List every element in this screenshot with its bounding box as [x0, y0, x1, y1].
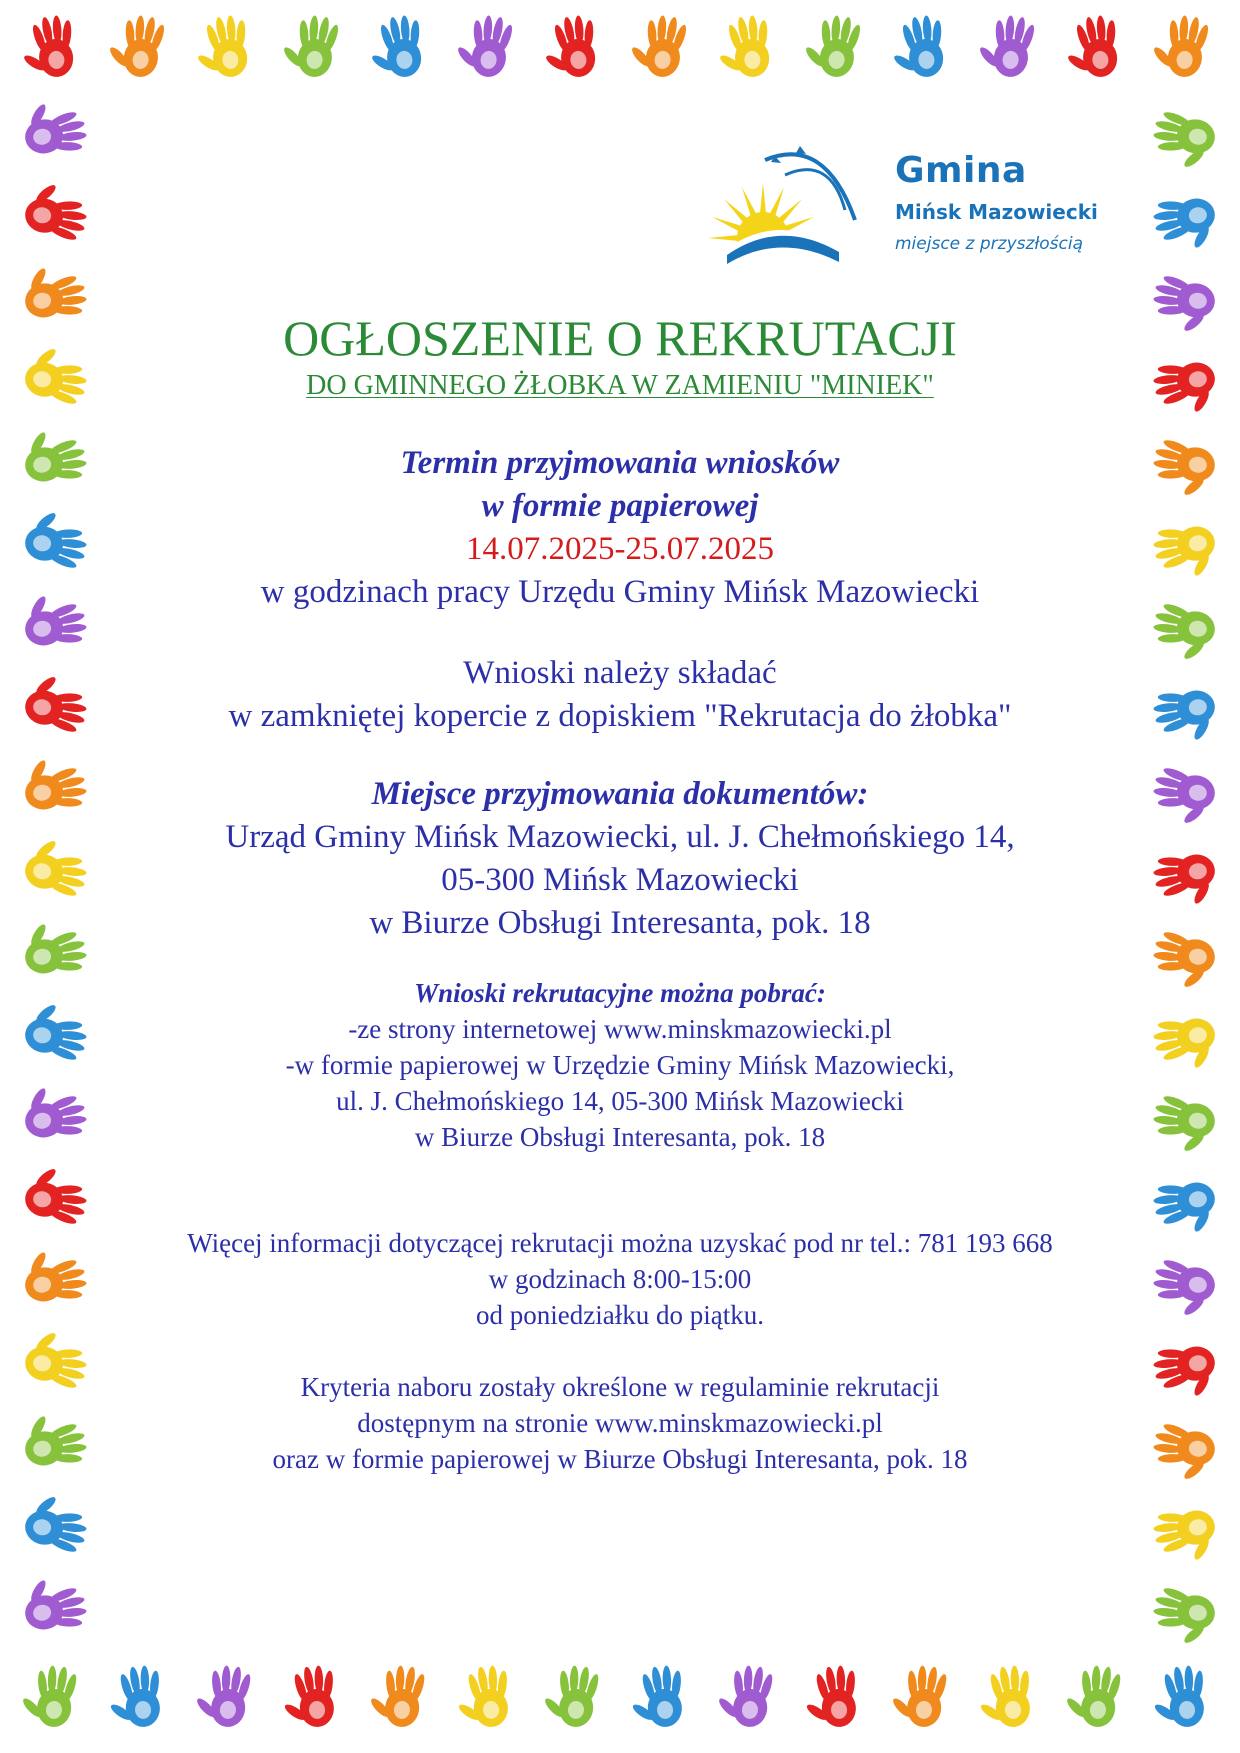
page-subtitle: DO GMINNEGO ŻŁOBKA W ZAMIENIU "MINIEK" [306, 369, 934, 401]
deadline-section [100, 442, 1140, 614]
handprint-icon [1151, 684, 1221, 749]
handprint-icon [538, 13, 601, 81]
download-line-1: -ze strony internetowej www.minskmazowiecki.pl [348, 1013, 892, 1044]
handprint-icon [1151, 1340, 1221, 1405]
handprint-icon [1151, 520, 1221, 585]
handprint-icon [19, 587, 89, 652]
handprint-icon [22, 507, 92, 572]
handprint-icon [19, 915, 89, 980]
handprint-icon [801, 1664, 862, 1731]
handprint-icon [22, 671, 92, 736]
criteria-line-3: oraz w formie papierowej w Biurze Obsługi Interesanta, pok. 18 [272, 1443, 968, 1474]
submission-section [100, 652, 1140, 738]
place-line-3: w Biurze Obsługi Interesanta, pok. 18 [369, 904, 871, 941]
handprint-icon [278, 11, 341, 79]
handprint-icon [1151, 1012, 1221, 1077]
page-title: OGŁOSZENIE O REKRUTACJI [283, 310, 957, 366]
handprint-icon [104, 11, 167, 79]
handprint-icon [22, 1491, 92, 1556]
criteria-section [100, 1369, 1140, 1477]
handprint-icon [540, 1662, 601, 1729]
download-line-4: w Biurze Obsługi Interesanta, pok. 18 [414, 1121, 826, 1152]
place-line-2: 05-300 Mińsk Mazowiecki [441, 861, 799, 898]
contact-line-2: w godzinach 8:00-15:00 [488, 1263, 752, 1294]
handprint-icon [1148, 272, 1218, 337]
logo-place: Mińsk Mazowiecki [895, 200, 1098, 224]
handprint-icon [19, 1571, 89, 1636]
criteria-line-2: dostępnym na stronie www.minskmazowiecki.pl [357, 1407, 883, 1438]
handprint-icon [1148, 1092, 1218, 1157]
handprint-icon [19, 423, 89, 488]
handprint-icon [364, 13, 427, 81]
handprint-icon [16, 13, 79, 81]
announcement [100, 310, 1140, 1477]
download-line-2: -w formie papierowej w Urzędzie Gminy Mińsk Mazowiecki, [285, 1049, 955, 1080]
handprint-icon [22, 1163, 92, 1228]
handprint-icon [19, 1079, 89, 1144]
submission-line-2: w zamkniętej kopercie z dopiskiem "Rekrutacja do żłobka" [228, 697, 1012, 734]
handprint-icon [1148, 764, 1218, 829]
handprint-icon [714, 1662, 775, 1729]
handprint-icon [626, 11, 689, 79]
handprint-icon [1060, 13, 1123, 81]
handprint-icon [22, 999, 92, 1064]
handprint-icon [886, 13, 949, 81]
handprint-icon [192, 1662, 253, 1729]
handprint-icon [1151, 356, 1221, 421]
sun-logo-icon [705, 140, 885, 270]
handprint-icon [1148, 1420, 1218, 1485]
handprint-icon [1148, 1584, 1218, 1649]
handprint-icon [1062, 1662, 1123, 1729]
handprint-icon [452, 11, 515, 79]
place-line-1: Urząd Gminy Mińsk Mazowiecki, ul. J. Chełmońskiego 14, [225, 818, 1015, 855]
contact-line-3: od poniedziałku do piątku. [476, 1299, 764, 1330]
handprint-icon [279, 1664, 340, 1731]
handprint-icon [974, 11, 1037, 79]
handprint-icon [1148, 108, 1218, 173]
deadline-heading-2: w formie papierowej [481, 487, 759, 524]
download-section [100, 975, 1140, 1155]
handprint-icon [1149, 1664, 1210, 1731]
criteria-line-1: Kryteria naboru zostały określone w regulaminie rekrutacji [300, 1371, 940, 1402]
handprint-icon [1148, 928, 1218, 993]
place-section [100, 773, 1140, 945]
handprint-icon [19, 95, 89, 160]
handprint-icon [22, 179, 92, 244]
gmina-logo [705, 140, 1105, 270]
handprint-icon [366, 1662, 427, 1729]
handprint-icon [105, 1664, 166, 1731]
handprint-icon [22, 343, 92, 408]
download-heading: Wnioski rekrutacyjne można pobrać: [414, 977, 826, 1008]
handprint-icon [1151, 1176, 1221, 1241]
handprint-icon [19, 1407, 89, 1472]
deadline-hours: w godzinach pracy Urzędu Gminy Mińsk Mazowiecki [260, 573, 980, 610]
logo-tagline: miejsce z przyszłością [895, 234, 1084, 254]
handprint-icon [1148, 11, 1211, 79]
handprint-icon [19, 1243, 89, 1308]
logo-name: Gmina [895, 150, 1027, 191]
submission-line-1: Wnioski należy składać [463, 654, 777, 691]
handprint-icon [1151, 848, 1221, 913]
handprint-icon [1151, 192, 1221, 257]
contact-section [100, 1225, 1140, 1333]
deadline-dates: 14.07.2025-25.07.2025 [466, 530, 774, 567]
handprint-icon [627, 1664, 688, 1731]
handprint-icon [712, 13, 775, 81]
download-line-3: ul. J. Chełmońskiego 14, 05-300 Mińsk Mazowiecki [336, 1085, 904, 1116]
handprint-icon [19, 259, 89, 324]
handprint-icon [888, 1662, 949, 1729]
handprint-icon [190, 13, 253, 81]
handprint-icon [1148, 1256, 1218, 1321]
handprint-icon [1148, 600, 1218, 665]
handprint-icon [18, 1662, 79, 1729]
handprint-icon [800, 11, 863, 79]
handprint-icon [975, 1664, 1036, 1731]
place-heading: Miejsce przyjmowania dokumentów: [371, 775, 869, 812]
handprint-icon [1148, 436, 1218, 501]
deadline-heading-1: Termin przyjmowania wniosków [400, 444, 840, 481]
handprint-icon [19, 751, 89, 816]
handprint-icon [22, 1327, 92, 1392]
handprint-icon [22, 835, 92, 900]
contact-line-1: Więcej informacji dotyczącej rekrutacji można uzyskać pod nr tel.: 781 193 668 [187, 1227, 1053, 1258]
handprint-icon [1151, 1504, 1221, 1569]
handprint-icon [453, 1664, 514, 1731]
